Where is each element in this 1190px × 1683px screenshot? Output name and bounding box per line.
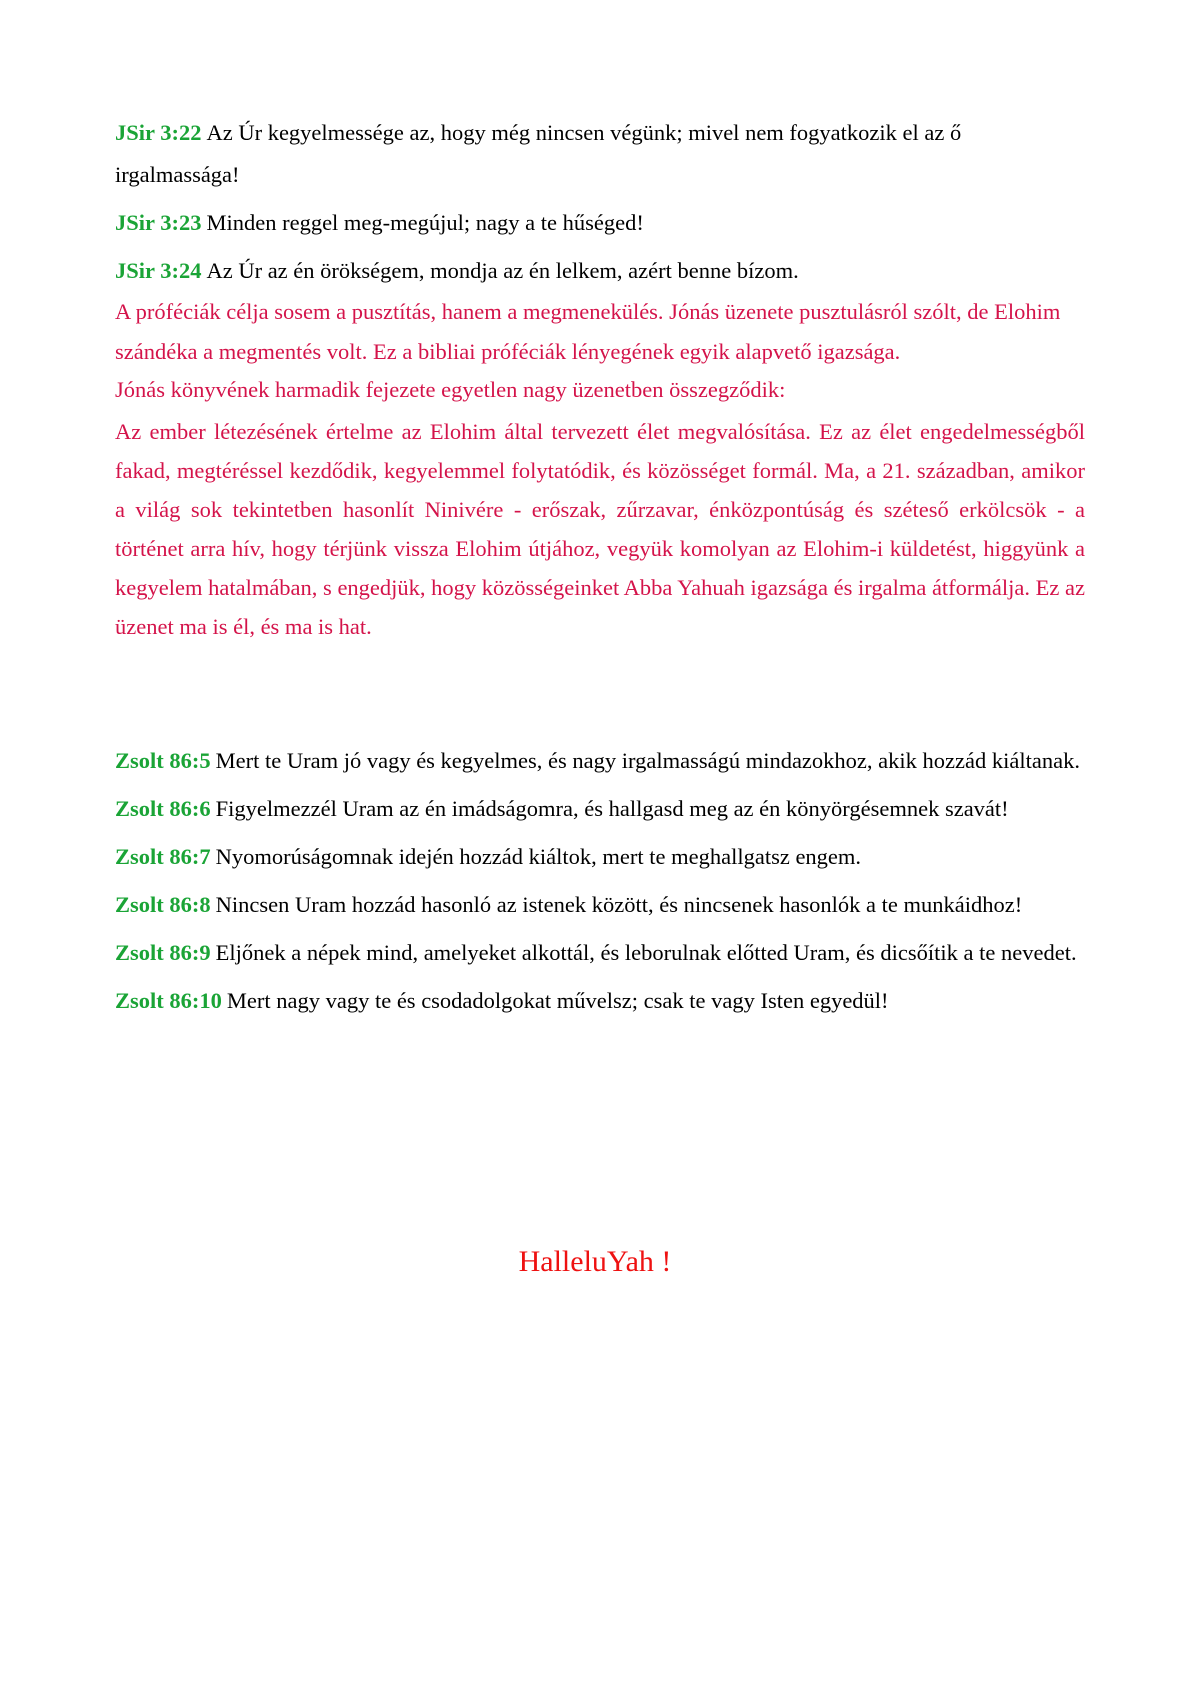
verse-text: Nincsen Uram hozzád hasonló az istenek között, és nincsenek hasonlók a te munkáidhoz! — [215, 892, 1023, 917]
verse-reference: Zsolt 86:7 — [115, 844, 211, 869]
verse-text: Nyomorúságomnak idején hozzád kiáltok, mert te meghallgatsz engem. — [215, 844, 862, 869]
commentary-paragraph-3: Az ember létezésének értelme az Elohim által tervezett élet megvalósítása. Ez az élet engedelmességből fakad, megtéréssel kezdődik, kegyelemmel folytatódik, és közösséget formál. Ma, a 21. században, amikor a világ sok tekintetben hasonlít Ninivére - erőszak, zűrzavar, énközpontúság és széteső erkölcsök - a történet arra hív, hogy térjünk vissza Elohim útjához, vegyük komolyan az Elohim-i küldetést, higgyünk a kegyelem hatalmában, s engedjük, hogy közösségeinket Abba Yahuah igazsága és irgalma átformálja. Ez az üzenet ma is él, és ma is hat. — [115, 419, 1085, 639]
verse-zsolt-86-7 — [115, 836, 1085, 878]
verse-zsolt-86-5 — [115, 740, 1085, 782]
verse-text: Eljőnek a népek mind, amelyeket alkottál, és leborulnak előtted Uram, és dicsőítik a te nevedet. — [215, 940, 1077, 965]
verse-reference: Zsolt 86:8 — [115, 892, 211, 917]
verse-reference: Zsolt 86:5 — [115, 748, 211, 773]
verse-jsir-3-23 — [115, 202, 1085, 244]
verse-text: Mert te Uram jó vagy és kegyelmes, és nagy irgalmasságú mindazokhoz, akik hozzád kiáltanak. — [215, 748, 1080, 773]
verse-reference: Zsolt 86:10 — [115, 988, 222, 1013]
closing-exclamation: HalleluYah ! — [518, 1245, 672, 1278]
spacer — [115, 646, 1085, 734]
commentary-paragraph-1: A próféciák célja sosem a pusztítás, hanem a megmenekülés. Jónás üzenete pusztulásról szólt, de Elohim szándéka a megmentés volt. Ez a bibliai próféciák lényegének egyik alapvető igazsága. — [115, 299, 1061, 364]
verse-zsolt-86-8 — [115, 884, 1085, 926]
verse-zsolt-86-9 — [115, 932, 1085, 974]
verse-reference: Zsolt 86:9 — [115, 940, 211, 965]
verse-text: Mert nagy vagy te és csodadolgokat művelsz; csak te vagy Isten egyedül! — [226, 988, 889, 1013]
verse-text: Figyelmezzél Uram az én imádságomra, és hallgasd meg az én könyörgésemnek szavát! — [215, 796, 1009, 821]
verse-reference: JSir 3:22 — [115, 120, 202, 145]
verse-text: Az Úr az én örökségem, mondja az én lelkem, azért benne bízom. — [206, 258, 799, 283]
verse-text: Minden reggel meg-megújul; nagy a te hűséged! — [206, 210, 644, 235]
verse-jsir-3-22 — [115, 112, 1085, 196]
verse-reference: JSir 3:24 — [115, 258, 202, 283]
verse-zsolt-86-10 — [115, 980, 1085, 1022]
verse-zsolt-86-6 — [115, 788, 1085, 830]
verse-reference: Zsolt 86:6 — [115, 796, 211, 821]
verse-reference: JSir 3:23 — [115, 210, 202, 235]
commentary-paragraph-2: Jónás könyvének harmadik fejezete egyetlen nagy üzenetben összegződik: — [115, 377, 786, 402]
document-page — [115, 112, 1085, 1028]
verse-jsir-3-24 — [115, 250, 1085, 292]
verse-text: Az Úr kegyelmessége az, hogy még nincsen végünk; mivel nem fogyatkozik el az ő irgalmassága! — [115, 120, 962, 187]
